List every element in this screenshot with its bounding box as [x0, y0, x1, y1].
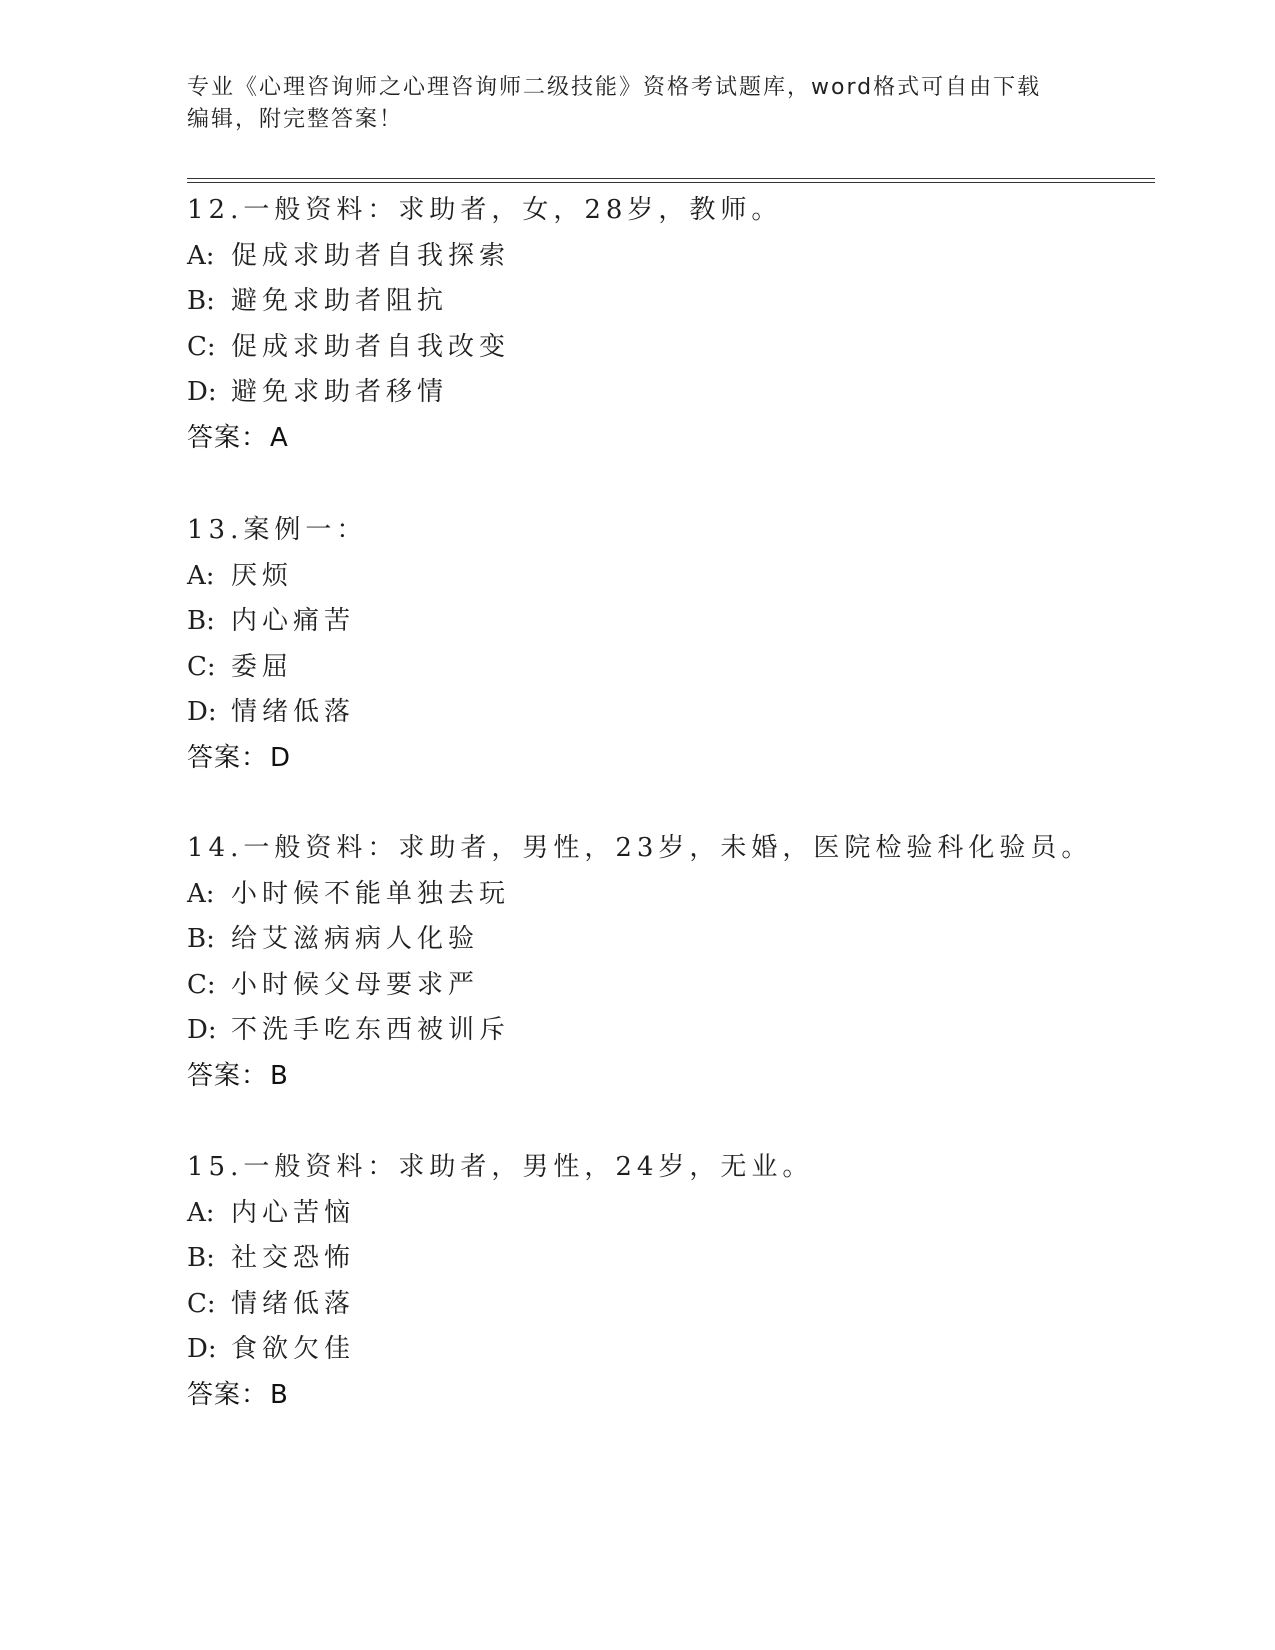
question-stem: 15.一般资料：求助者，男性，24岁，无业。 — [187, 1152, 814, 1182]
option-label: D: — [187, 1015, 217, 1045]
option-a — [187, 554, 1187, 600]
option-label: B: — [187, 924, 215, 954]
option-label: D: — [187, 1334, 217, 1364]
option-text: 避免求助者阻抗 — [231, 286, 449, 316]
option-text: 不洗手吃东西被训斥 — [231, 1015, 511, 1045]
answer-line — [187, 736, 1187, 782]
option-label: C: — [187, 331, 216, 362]
option-text: 小时候不能单独去玩 — [231, 878, 511, 909]
answer-label: 答案： — [187, 1060, 269, 1091]
option-b — [187, 599, 1187, 645]
question-12 — [187, 188, 1187, 461]
option-d — [187, 370, 1187, 416]
header-line-2: 编辑，附完整答案！ — [187, 107, 404, 132]
option-a — [187, 234, 1187, 280]
option-label: D: — [187, 377, 217, 407]
option-b — [187, 279, 1187, 325]
answer-value: B — [270, 1060, 289, 1091]
option-d — [187, 1008, 1187, 1054]
option-label: B: — [187, 1243, 215, 1273]
option-text: 小时候父母要求严 — [231, 969, 480, 1000]
question-15 — [187, 1145, 1187, 1418]
option-label: A: — [187, 1197, 215, 1228]
answer-line — [187, 1054, 1187, 1100]
option-d — [187, 1327, 1187, 1373]
option-text: 避免求助者移情 — [231, 377, 449, 407]
option-text: 情绪低落 — [231, 697, 356, 727]
option-text: 促成求助者自我探索 — [231, 240, 511, 271]
option-text: 给艾滋病病人化验 — [231, 924, 480, 954]
answer-label: 答案： — [187, 1379, 269, 1410]
question-stem: 14.一般资料：求助者，男性，23岁，未婚，医院检验科化验员。 — [187, 833, 1093, 863]
option-c — [187, 645, 1187, 691]
document-header — [187, 72, 1087, 136]
option-b — [187, 1236, 1187, 1282]
option-label: B: — [187, 286, 215, 316]
option-label: A: — [187, 560, 215, 591]
option-d — [187, 690, 1187, 736]
option-label: C: — [187, 651, 216, 682]
header-line-1: 专业《心理咨询师之心理咨询师二级技能》资格考试题库，word格式可自由下载 — [187, 75, 1042, 100]
answer-line — [187, 416, 1187, 462]
option-label: B: — [187, 606, 215, 636]
option-text: 委屈 — [231, 651, 294, 682]
option-label: C: — [187, 1288, 216, 1319]
option-text: 食欲欠佳 — [231, 1334, 356, 1364]
option-b — [187, 917, 1187, 963]
answer-value: D — [270, 742, 292, 773]
option-text: 厌烦 — [231, 560, 294, 591]
question-14 — [187, 826, 1187, 1099]
option-a — [187, 872, 1187, 918]
option-c — [187, 963, 1187, 1009]
header-divider — [187, 178, 1155, 183]
option-text: 社交恐怖 — [231, 1243, 356, 1273]
answer-line — [187, 1373, 1187, 1419]
answer-value: A — [270, 422, 289, 453]
option-text: 内心痛苦 — [231, 606, 356, 636]
question-13 — [187, 508, 1187, 781]
option-label: A: — [187, 240, 215, 271]
option-c — [187, 1282, 1187, 1328]
answer-label: 答案： — [187, 742, 269, 773]
question-stem: 13.案例一： — [187, 515, 368, 545]
option-text: 情绪低落 — [231, 1288, 356, 1319]
option-label: A: — [187, 878, 215, 909]
option-c — [187, 325, 1187, 371]
option-label: D: — [187, 697, 217, 727]
answer-value: B — [270, 1379, 289, 1410]
option-text: 促成求助者自我改变 — [231, 331, 511, 362]
option-a — [187, 1191, 1187, 1237]
question-stem: 12.一般资料：求助者，女，28岁，教师。 — [187, 195, 783, 225]
option-label: C: — [187, 969, 216, 1000]
answer-label: 答案： — [187, 422, 269, 453]
option-text: 内心苦恼 — [231, 1197, 356, 1228]
